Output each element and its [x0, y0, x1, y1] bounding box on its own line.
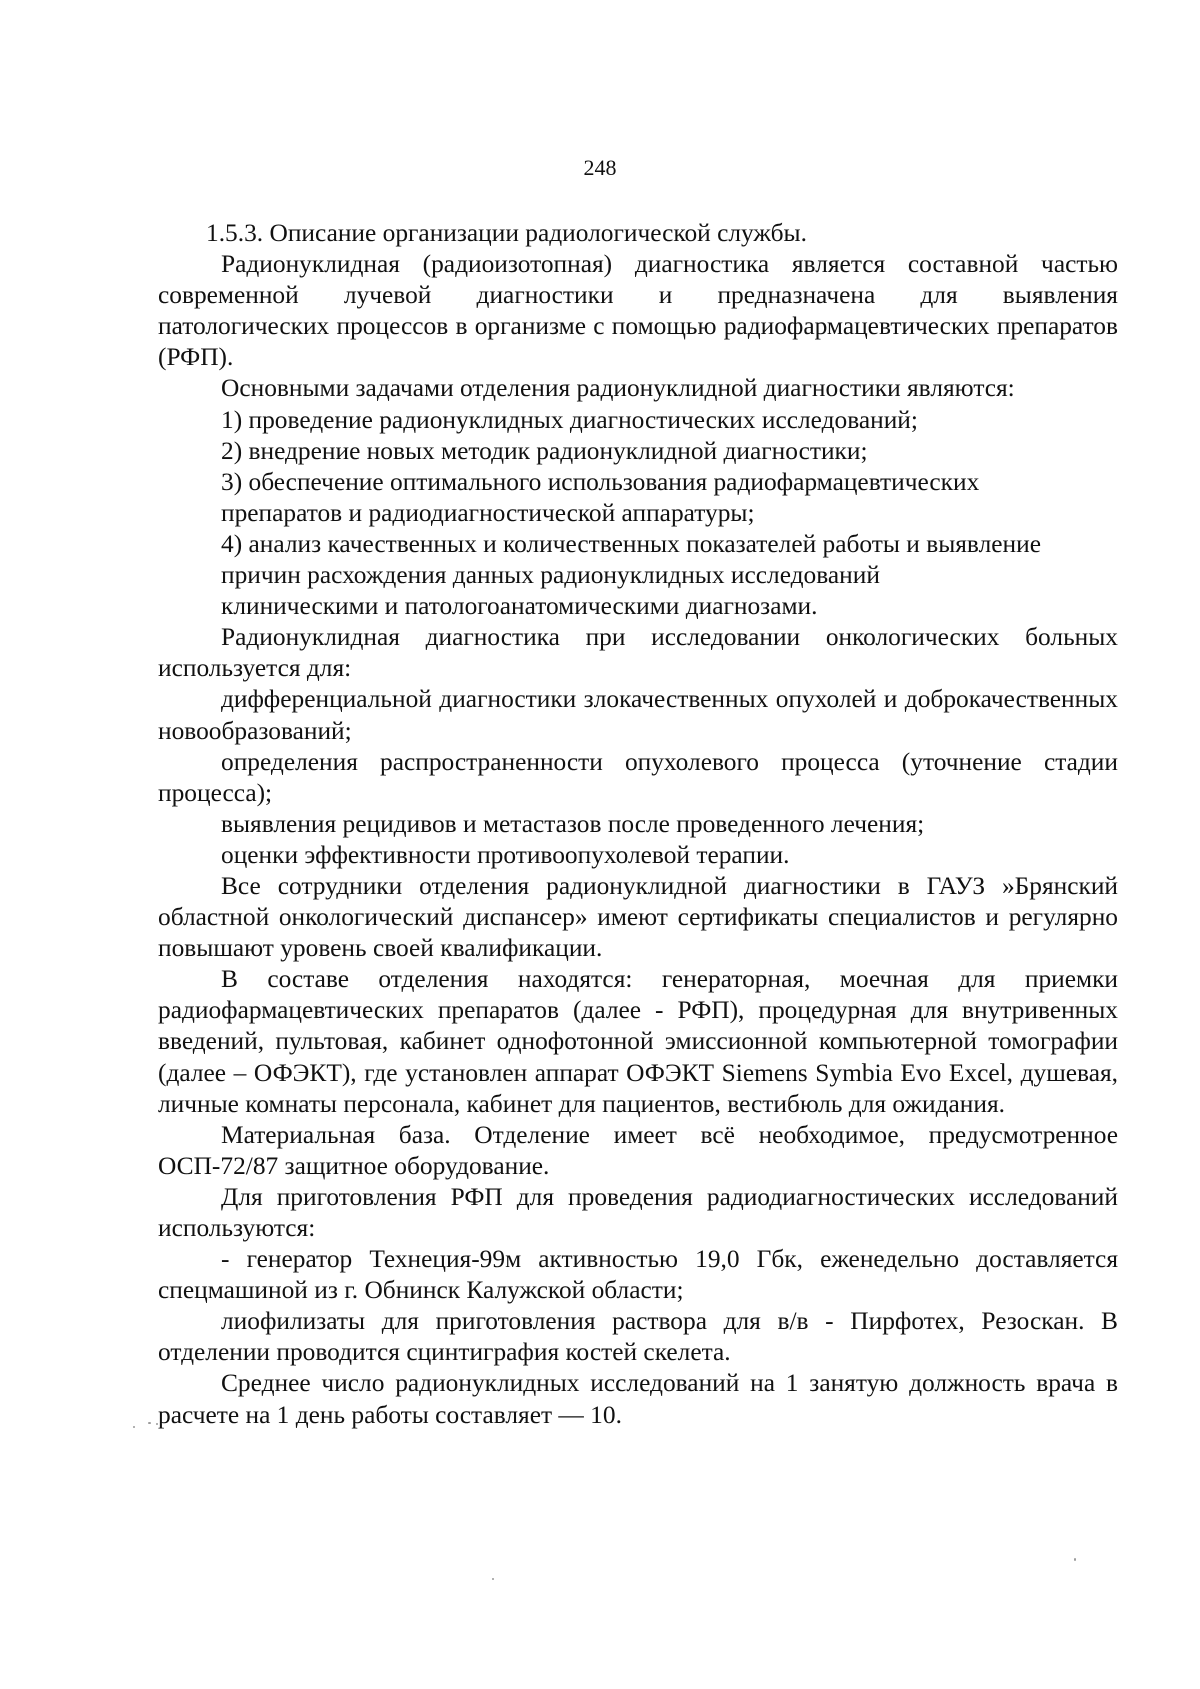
intro-paragraph-line2: патологических процессов в организме с помощью радиофармацевтических препаратов (РФП). [158, 312, 1118, 372]
scan-speck [148, 1422, 151, 1424]
section-heading: 1.5.3. Описание организации радиологической службы. [206, 219, 807, 247]
scan-speck [156, 1423, 158, 1425]
task-item-4-line2: причин расхождения данных радионуклидных исследований [221, 561, 880, 590]
lyophilizates-item: лиофилизаты для приготовления раствора для в/в - Пирфотех, Резоскан. В отделении проводится сцинтиграфия костей скелета. [158, 1307, 1118, 1367]
intro-paragraph-line1: Радионуклидная (радиоизотопная) диагностика является составной частью современной лучевой диагностики и предназначена для выявления [158, 250, 1118, 310]
task-item-4-line1: 4) анализ качественных и количественных показателей работы и выявление [221, 529, 1041, 558]
material-paragraph: Материальная база. Отделение имеет всё необходимое, предусмотренное ОСП-72/87 защитное оборудование. [158, 1120, 1118, 1180]
average-paragraph: Среднее число радионуклидных исследований на 1 занятую должность врача в расчете на 1 день работы составляет — 10. [158, 1369, 1118, 1429]
use-item-3: выявления рецидивов и метастазов после проведенного лечения; [221, 809, 925, 838]
composition-paragraph: В составе отделения находятся: генераторная, моечная для приемки радиофармацевтических препаратов (далее - РФП), процедурная для внутривенных введений, пультовая, кабинет однофотонной эмиссионной компьютерной томографии (далее – ОФЭКТ), где установлен аппарат ОФЭКТ Siemens Symbia Evo Excel, душевая, личные комнаты персонала, кабинет для пациентов, вестибюль для ожидания. [158, 965, 1118, 1118]
staff-paragraph: Все сотрудники отделения радионуклидной диагностики в ГАУЗ »Брянский областной онкологический диспансер» имеют сертификаты специалистов и регулярно повышают уровень своей квалификации. [158, 871, 1118, 963]
generator-item: - генератор Технеция-99м активностью 19,0 Гбк, еженедельно доставляется спецмашиной из г. Обнинск Калужской области; [158, 1245, 1118, 1305]
tasks-lead: Основными задачами отделения радионуклидной диагностики являются: [221, 374, 1015, 403]
use-item-4: оценки эффективности противоопухолевой терапии. [221, 840, 790, 869]
scan-speck [133, 1426, 135, 1428]
document-body [158, 218, 1118, 1431]
task-item-4-line3: клиническими и патологоанатомическими диагнозами. [221, 592, 818, 621]
use-item-2: определения распространенности опухолевого процесса (уточнение стадии процесса); [158, 747, 1118, 807]
page-number: 248 [583, 155, 617, 180]
task-item-3-line2: препаратов и радиодиагностической аппаратуры; [221, 498, 755, 527]
task-item-3-line1: 3) обеспечение оптимального использования радиофармацевтических [221, 467, 980, 496]
preparation-lead: Для приготовления РФП для проведения радиодиагностических исследований используются: [158, 1182, 1118, 1242]
task-item-1: 1) проведение радионуклидных диагностических исследований; [221, 405, 918, 434]
scan-speck [492, 1578, 494, 1580]
scan-speck [1074, 1558, 1076, 1561]
uses-lead: Радионуклидная диагностика при исследовании онкологических больных используется для: [158, 623, 1118, 683]
task-item-2: 2) внедрение новых методик радионуклидной диагностики; [221, 436, 868, 465]
use-item-1: дифференциальной диагностики злокачественных опухолей и доброкачественных новообразований; [158, 685, 1118, 745]
